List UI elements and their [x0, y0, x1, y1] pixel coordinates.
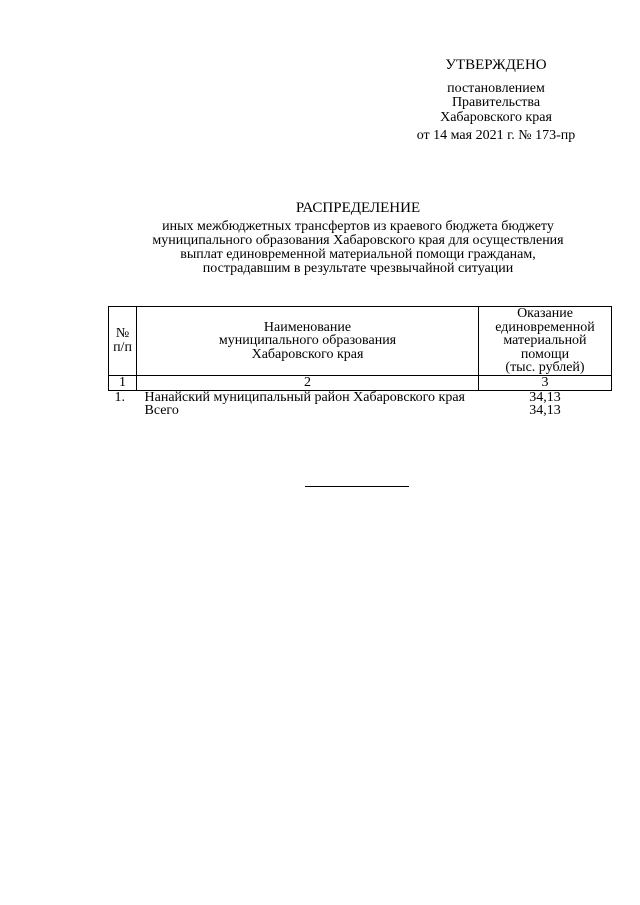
header-amount-line: материальной [503, 333, 587, 348]
row-amount: 34,13 [529, 389, 561, 405]
closing-rule [305, 486, 409, 487]
approval-stamp: УТВЕРЖДЕНО [445, 57, 547, 73]
header-name [137, 307, 479, 376]
header-num-line: п/п [113, 339, 132, 355]
subtitle-line: муниципального образования Хабаровского края для осуществления [152, 233, 564, 248]
row-name: Нанайский муниципальный район Хабаровского края [144, 389, 465, 405]
approval-line: Хабаровского края [440, 109, 552, 125]
header-name-line: Наименование [263, 319, 352, 335]
total-amount: 34,13 [529, 403, 561, 418]
approval-line: постановлением [447, 80, 545, 96]
total-row [109, 404, 612, 418]
header-amount-line: единовременной [495, 319, 595, 335]
column-number: 3 [479, 375, 612, 390]
total-empty [109, 404, 137, 418]
header-amount-line: Оказание [517, 306, 573, 321]
column-number: 2 [137, 375, 479, 390]
header-amount-line: помощи [520, 346, 570, 362]
header-amount [479, 307, 612, 376]
subtitle-line: выплат единовременной материальной помощи гражданам, [180, 247, 536, 262]
header-num-line: № [115, 326, 130, 342]
column-number-row [109, 375, 612, 390]
approval-line: Правительства [451, 95, 541, 110]
total-label: Всего [144, 403, 179, 418]
header-num [109, 307, 137, 376]
header-name-line: муниципального образования [218, 333, 397, 348]
approval-block [400, 58, 592, 144]
subtitle-line: пострадавшим в результате чрезвычайной ситуации [202, 261, 514, 276]
column-number: 1 [109, 375, 137, 390]
table-header-row [109, 307, 612, 376]
subtitle-line: иных межбюджетных трансфертов из краевого бюджета бюджету [162, 219, 554, 234]
distribution-table [108, 306, 612, 418]
row-num: 1. [114, 389, 125, 405]
approval-date: от 14 мая 2021 г. № 173-пр [416, 128, 576, 143]
header-amount-line: (тыс. рублей) [505, 360, 585, 375]
header-name-line: Хабаровского края [251, 346, 364, 362]
document-subtitle [106, 220, 610, 276]
document-title: РАСПРЕДЕЛЕНИЕ [295, 200, 421, 216]
table-row [109, 390, 612, 404]
